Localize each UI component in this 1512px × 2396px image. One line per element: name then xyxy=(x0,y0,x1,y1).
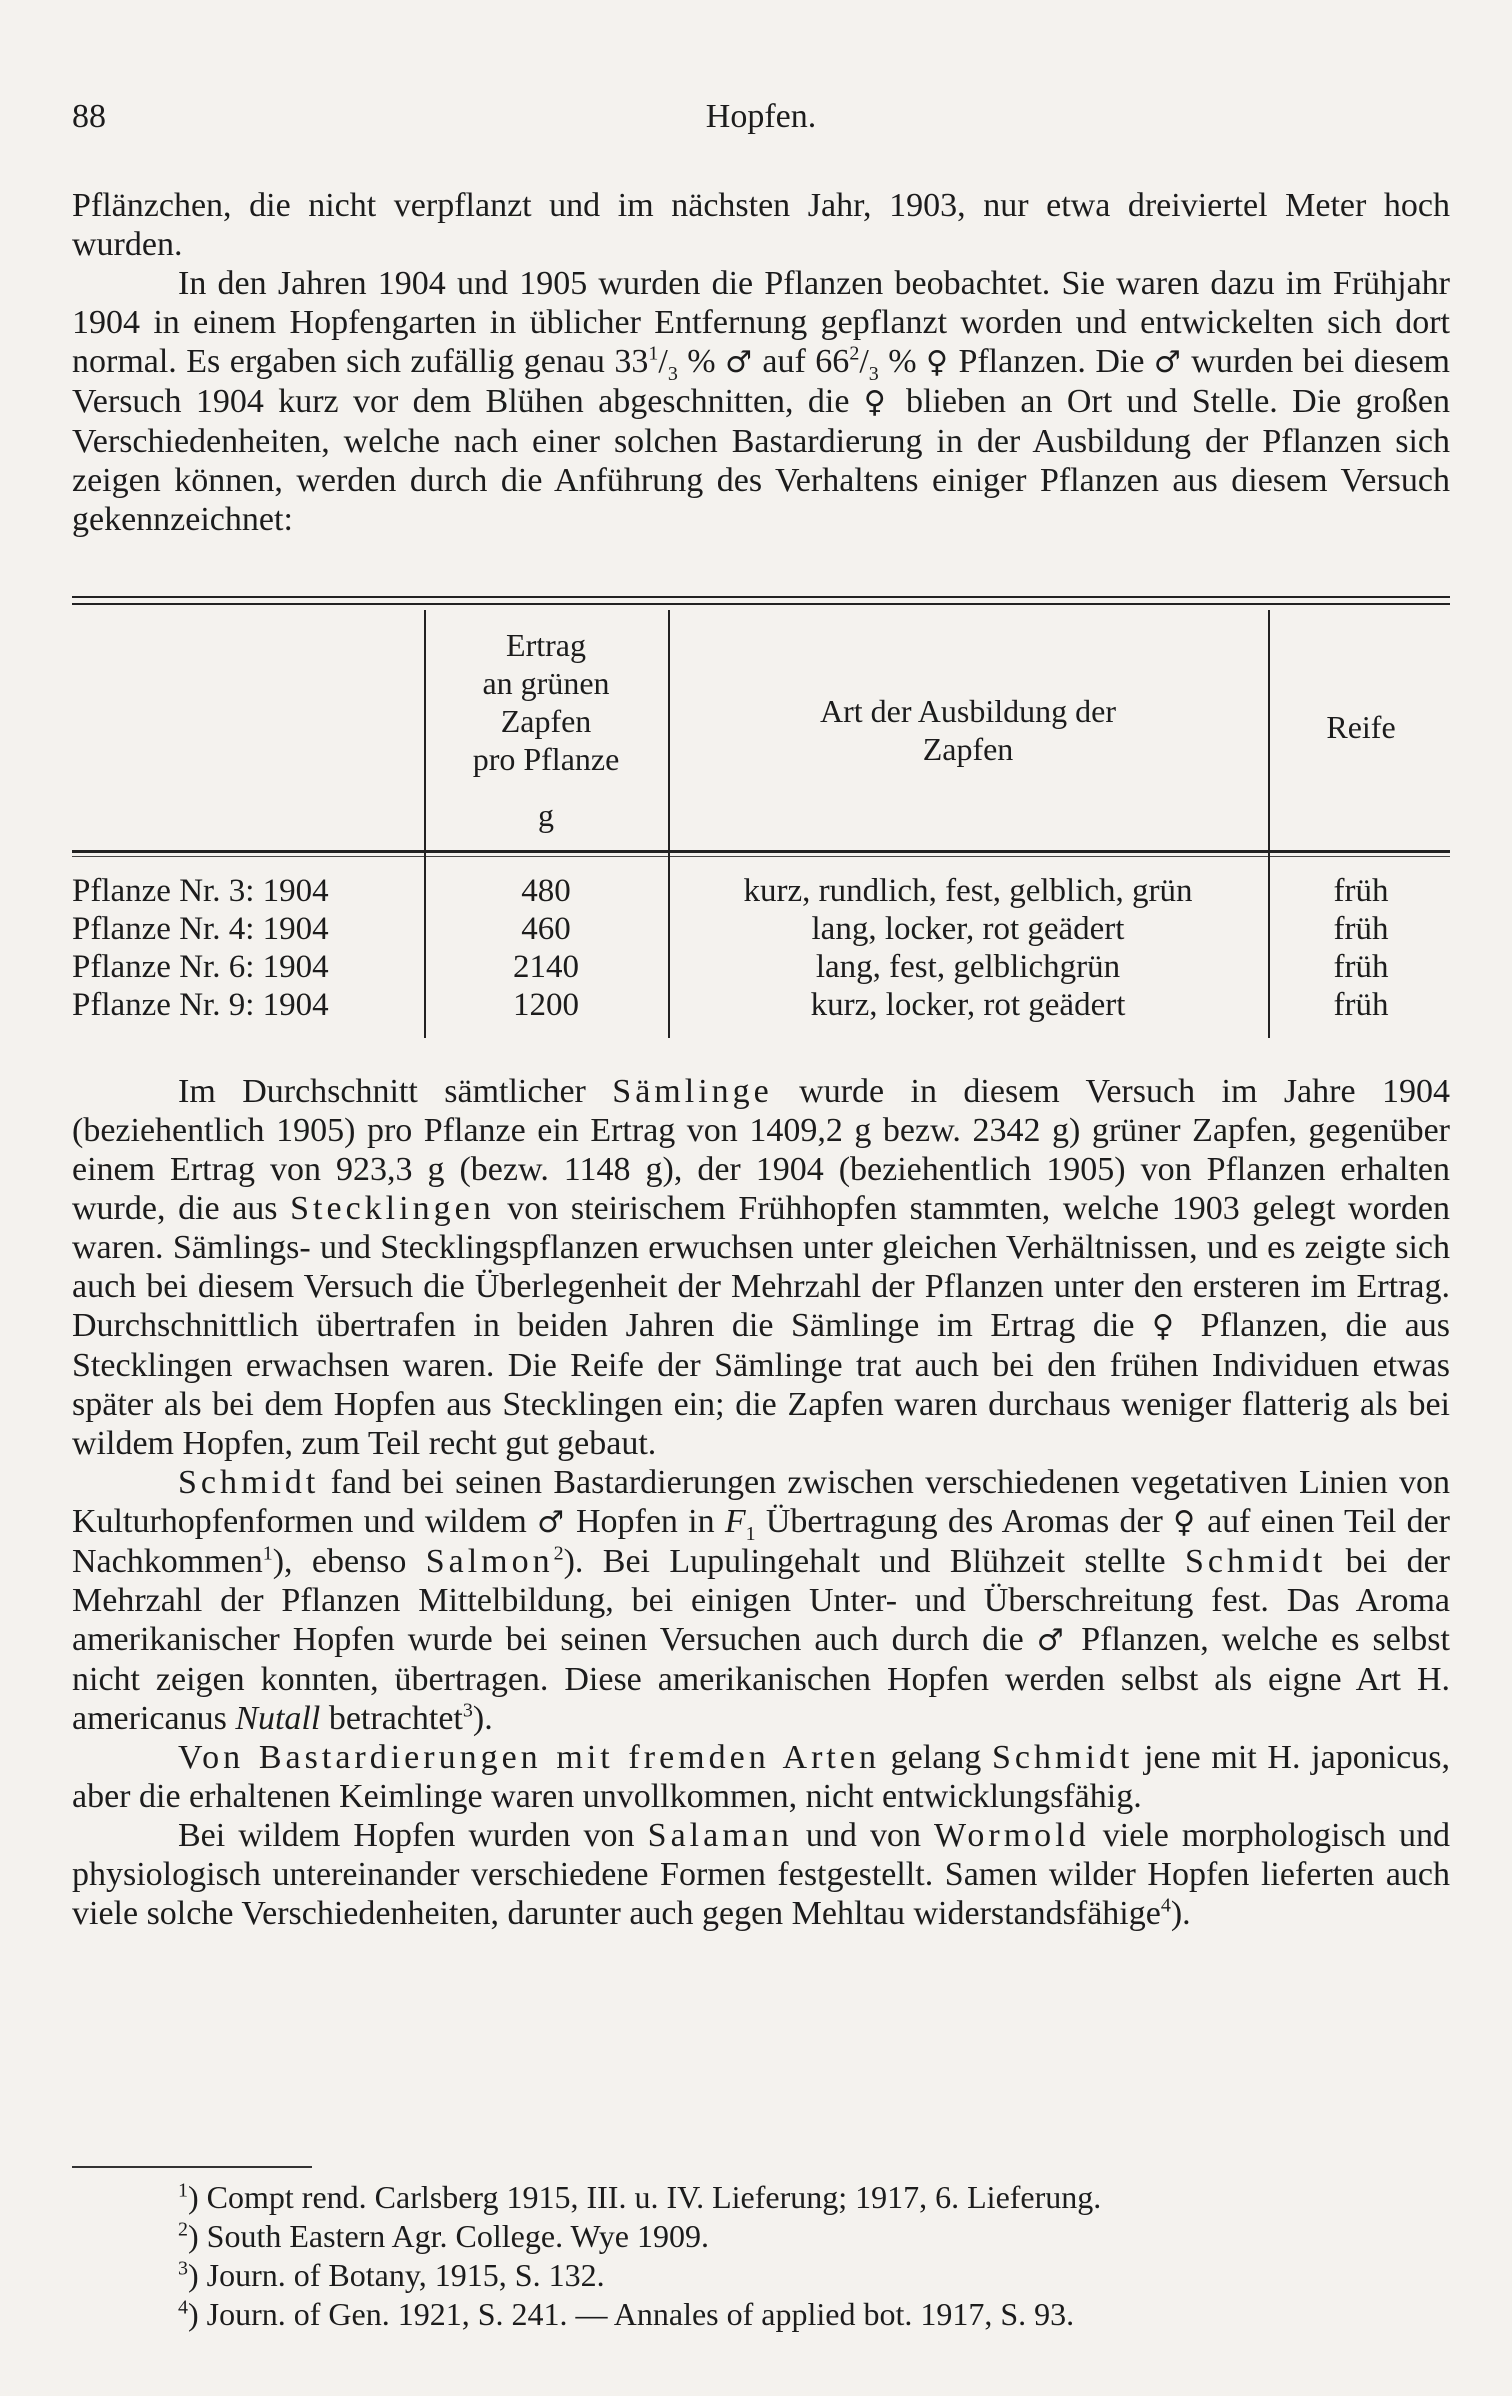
footnote-3 xyxy=(178,2256,1450,2295)
footnote-text: ) Journ. of Botany, 1915, S. 132. xyxy=(188,2257,605,2293)
table-row xyxy=(72,910,1450,948)
text-run: ). Bei Lupulingehalt und Blühzeit stellte xyxy=(563,1543,1185,1580)
cell-ripe: früh xyxy=(1333,873,1389,909)
paragraph-experiment: In den Jahren 1904 und 1905 wurden die Pflanzen beobachtet. Sie waren dazu im Frühjahr 1904 in einem Hopfengarten in üblicher Entfernung gepflanzt worden und entwickelten sich dort normal. Es ergaben sich zufällig genau $33^1/_3$ % ♂ auf $66^2/_3$ % ♀ Pflanzen. Die ♂ wurden bei diesem Versuch 1904 kurz vor dem Blühen abgeschnitten, die ♀ blieben an Ort und Stelle. Die großen Verschiedenheiten, welche nach einer solchen Bastardierung in der Ausbildung der Pflanzen sich zeigen können, werden durch die Anführung des Verhaltens einiger Pflanzen aus diesem Versuch gekennzeichnet: xyxy=(72,265,1451,538)
male-symbol-icon: ♂ xyxy=(1036,1623,1069,1658)
spaced-term: Sämlinge xyxy=(612,1073,773,1110)
table-header-rule-inner xyxy=(72,856,1450,857)
paragraph-continuation: Pflänzchen, die nicht verpflanzt und im nächsten Jahr, 1903, nur etwa dreiviertel Meter hoch wurden. xyxy=(72,187,1450,263)
paragraph-yield-comparison xyxy=(72,1072,1450,1463)
fraction-denominator: 3 xyxy=(667,362,678,385)
intro-text xyxy=(72,186,1450,539)
text-run: und von xyxy=(792,1817,935,1854)
cell-form: lang, fest, gelblichgrün xyxy=(815,949,1121,985)
footnote-ref[interactable]: 2 xyxy=(553,1542,564,1565)
footnote-ref[interactable]: 3 xyxy=(462,1699,473,1722)
female-symbol-icon: ♀ xyxy=(863,385,892,420)
text-run: auf einen Teil der Nachkommen xyxy=(72,1503,1450,1580)
table-top-rule xyxy=(72,596,1450,598)
text-run: % xyxy=(878,343,927,380)
header-yield-line: Ertrag xyxy=(506,627,586,663)
spaced-term: Von Bastardierungen mit fremden Arten xyxy=(178,1739,880,1776)
footnotes xyxy=(178,2178,1450,2334)
text-run: In den Jahren 1904 und 1905 wurden die Pflanzen beobachtet. Sie waren dazu im Frühjahr 1904 in einem Hopfengarten in üblicher Entfernung gepflanzt worden und entwickelten sich dort normal. Es ergaben sich zufällig genau 33 xyxy=(72,265,1450,380)
cell-plant: Pflanze Nr. 9: 1904 xyxy=(72,987,329,1023)
author-name: Salmon xyxy=(425,1543,554,1580)
text-run: betrachtet xyxy=(320,1700,463,1737)
female-symbol-icon: ♀ xyxy=(926,345,949,380)
text-run: ). xyxy=(472,1700,493,1737)
table-top-rule-inner xyxy=(72,603,1450,605)
text-run: bei der Mehrzahl der Pflanzen Mittelbildung, bei einigen Unter- und Überschreitung fest. Das Aroma amerikanischer Hopfen wurde bei seinen Versuchen auch durch die xyxy=(72,1543,1450,1658)
cell-plant: Pflanze Nr. 6: 1904 xyxy=(72,949,329,985)
paragraph-foreign-species xyxy=(72,1738,1450,1816)
paragraph-wild-hops xyxy=(72,1816,1450,1933)
text-run: Hopfen in xyxy=(565,1503,725,1540)
author-name: Schmidt xyxy=(1184,1543,1327,1580)
text-run: von steirischem Frühhopfen stammten, welche 1903 gelegt worden waren. Sämlings- und Stecklingspflanzen erwuchsen unter gleichen Verhältnissen, und es zeigte sich auch bei diesem Versuch die Überlegenheit der Mehrzahl der Pflanzen unter den ersteren im Ertrag. Durchschnittlich übertrafen in beiden Jahren die Sämlinge im Ertrag die xyxy=(72,1190,1451,1344)
header-form-line: Art der Ausbildung der xyxy=(820,693,1116,729)
footnote-number: 1 xyxy=(178,2179,188,2202)
text-run: wurden bei diesem Versuch 1904 kurz vor dem Blühen abgeschnitten, die xyxy=(72,343,1451,420)
text-run: auf 66 xyxy=(752,343,850,380)
text-run: wurde in diesem Versuch im Jahre 1904 (beziehentlich 1905) pro Pflanze ein Ertrag von 1409,2 g bezw. 2342 g) grüner Zapfen, gegenüber einem Ertrag von 923,3 g (bezw. 1148 g), der 1904 (beziehentlich 1905) von Pflanzen erhalten wurde, die aus xyxy=(72,1073,1450,1227)
author-name: Salaman xyxy=(647,1817,793,1854)
text-run: jene mit H. japonicus, aber die erhaltenen Keimlinge waren unvollkommen, nicht entwicklungsfähig. xyxy=(72,1739,1450,1815)
text-run: gelang xyxy=(879,1739,992,1776)
cell-form: lang, locker, rot geädert xyxy=(811,911,1125,947)
paragraph-schmidt xyxy=(72,1463,1450,1738)
cell-yield: 1200 xyxy=(513,987,579,1023)
header-yield-line: Zapfen xyxy=(500,703,592,739)
results-table xyxy=(72,596,1450,1038)
text-run: Pflanzen, die aus Stecklingen erwachsen waren. Die Reife der Sämlinge trat auch bei den frühen Individuen etwas später als bei dem Hopfen aus Stecklingen ein; die Zapfen waren durchaus weniger flatterig als bei wildem Hopfen, zum Teil recht gut gebaut. xyxy=(72,1307,1451,1462)
generation-subscript: 1 xyxy=(745,1522,756,1545)
male-symbol-icon: ♂ xyxy=(725,345,753,380)
cell-ripe: früh xyxy=(1333,911,1389,947)
text-run: fand bei seinen Bastardierungen zwischen verschiedenen vegetativen Linien von Kulturhopfenformen und wildem xyxy=(72,1464,1450,1540)
footnote-ref[interactable]: 4 xyxy=(1160,1894,1171,1917)
header-form xyxy=(672,692,1264,768)
footnote-2 xyxy=(178,2217,1450,2256)
footnote-text: ) South Eastern Agr. College. Wye 1909. xyxy=(188,2218,709,2254)
male-symbol-icon: ♂ xyxy=(1153,345,1182,380)
text-run: ), ebenso xyxy=(272,1543,426,1580)
spaced-term: Stecklingen xyxy=(290,1190,495,1227)
text-run: % xyxy=(677,343,726,380)
cell-ripe: früh xyxy=(1333,987,1389,1023)
text-run: blieben an Ort und Stelle. Die großen Verschiedenheiten, welche nach einer solchen Bastardierung in der Ausbildung der Pflanzen sich zeigen können, werden durch die Anführung des Verhaltens einiger Pflanzen aus diesem Versuch gekennzeichnet: xyxy=(72,383,1450,538)
footnote-4 xyxy=(178,2295,1450,2334)
cell-plant: Pflanze Nr. 4: 1904 xyxy=(72,911,329,947)
footnote-text: ) Compt rend. Carlsberg 1915, III. u. IV. Lieferung; 1917, 6. Lieferung. xyxy=(188,2179,1102,2215)
female-symbol-icon: ♀ xyxy=(1152,1309,1184,1344)
running-title: Hopfen. xyxy=(705,98,817,135)
footnote-number: 3 xyxy=(178,2257,188,2280)
footnote-number: 2 xyxy=(178,2218,188,2241)
footnote-ref[interactable]: 1 xyxy=(262,1542,273,1565)
page-number: 88 xyxy=(72,98,106,135)
cell-yield: 2140 xyxy=(513,949,579,985)
fraction-numerator: 2 xyxy=(849,342,860,365)
footnote-text: ) Journ. of Gen. 1921, S. 241. — Annales of applied bot. 1917, S. 93. xyxy=(188,2296,1075,2332)
text-run: Pflanzen, welche es selbst nicht zeigen konnten, übertragen. Diese amerikanischen Hopfen werden selbst als eigne Art H. americanus xyxy=(72,1621,1450,1737)
text-run: Bei wildem Hopfen wurden von xyxy=(178,1817,648,1854)
text-run: Im Durchschnitt sämtlicher xyxy=(178,1073,613,1110)
header-form-line: Zapfen xyxy=(922,731,1014,767)
footnote-1 xyxy=(178,2178,1450,2217)
generation-symbol: F xyxy=(724,1503,746,1540)
page-header xyxy=(72,98,1450,138)
cell-yield: 460 xyxy=(521,911,571,947)
header-yield xyxy=(428,626,664,834)
table-row xyxy=(72,948,1450,986)
cell-plant: Pflanze Nr. 3: 1904 xyxy=(72,873,329,909)
header-yield-line: an grünen xyxy=(482,665,610,701)
table-row xyxy=(72,986,1450,1024)
fraction-numerator: 1 xyxy=(648,342,659,365)
cell-ripe: früh xyxy=(1333,949,1389,985)
text-run: Pflanzen. Die xyxy=(948,343,1154,380)
table-header-rule xyxy=(72,850,1450,853)
table-row xyxy=(72,872,1450,910)
text-run: ). xyxy=(1170,1895,1191,1932)
cell-form: kurz, rundlich, fest, gelblich, grün xyxy=(743,873,1193,909)
cell-form: kurz, locker, rot geädert xyxy=(810,987,1126,1023)
header-ripe: Reife xyxy=(1326,709,1396,745)
text-run: Übertragung des Aromas der xyxy=(755,1503,1174,1540)
main-text xyxy=(72,1072,1450,1933)
header-yield-line: pro Pflanze xyxy=(472,741,620,777)
footnote-number: 4 xyxy=(178,2296,188,2319)
fraction-denominator: 3 xyxy=(868,362,879,385)
footnote-divider xyxy=(72,2166,312,2168)
female-symbol-icon: ♀ xyxy=(1173,1505,1197,1540)
author-name: Schmidt xyxy=(992,1739,1134,1776)
cell-yield: 480 xyxy=(521,873,571,909)
header-yield-unit: g xyxy=(538,797,554,833)
author-name: Wormold xyxy=(934,1817,1090,1854)
author-name: Schmidt xyxy=(178,1464,320,1501)
italic-author: Nutall xyxy=(235,1700,321,1737)
text-run: viele morphologisch und physiologisch untereinander verschiedene Formen festgestellt. Samen wilder Hopfen lieferten auch viele solche Verschiedenheiten, darunter auch gegen Mehltau widerstandsfähige xyxy=(72,1817,1451,1932)
male-symbol-icon: ♂ xyxy=(537,1505,566,1540)
